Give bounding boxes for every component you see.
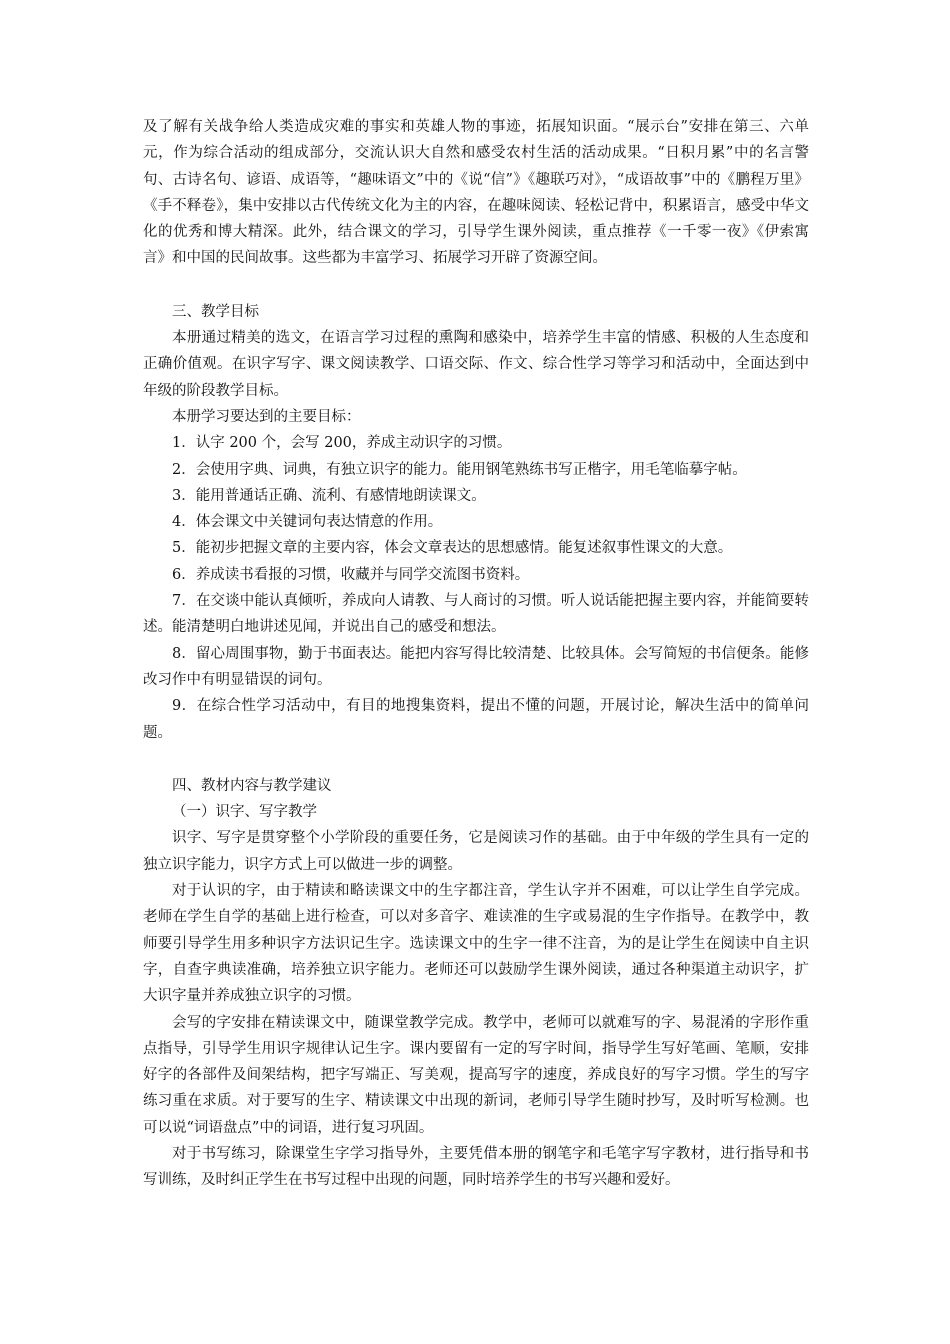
section-3-paragraph-1: 本册通过精美的选文，在语言学习过程的熏陶和感染中，培养学生丰富的情感、积极的人生态度和正确价值观。在识字写字、课文阅读教学、口语交际、作文、综合性学习等学习和活动中，全面达到中年级的阶段教学目标。 <box>143 330 809 399</box>
intro-paragraph: 及了解有关战争给人类造成灾难的事实和英雄人物的事迹，拓展知识面。“展示台”安排在第三、六单元，作为综合活动的组成部分，交流认识大自然和感受农村生活的活动成果。“日积月累”中的名言警句、古诗名句、谚语、成语等，“趣味语文”中的《说“信”》《趣联巧对》，“成语故事”中的《鹏程万里》《手不释卷》，集中安排以古代传统文化为主的内容，在趣味阅读、轻松记背中，积累语言，感受中华文化的优秀和博大精深。此外，结合课文的学习，引导学生课外阅读，重点推荐《一千零一夜》《伊索寓言》和中国的民间故事。这些都为丰富学习、拓展学习开辟了资源空间。 <box>143 119 809 267</box>
section-4-paragraph-2: 对于认识的字，由于精读和略读课文中的生字都注音，学生认字并不困难，可以让学生自学完成。老师在学生自学的基础上进行检查，可以对多音字、难读准的生字或易混的生字作指导。在教学中，教师要引导学生用多种识字方法识记生字。选读课文中的生字一律不注音，为的是让学生在阅读中自主识字，自查字典读准确，培养独立识字能力。老师还可以鼓励学生课外阅读，通过各种渠道主动识字，扩大识字量并养成独立识字的习惯。 <box>143 883 809 1005</box>
section-4-heading: 四、教材内容与教学建议 <box>172 777 332 794</box>
section-3-heading: 三、教学目标 <box>172 303 259 320</box>
section-4-paragraph-3: 会写的字安排在精读课文中，随课堂教学完成。教学中，老师可以就难写的字、易混淆的字形作重点指导，引导学生用识字规律认记生字。课内要留有一定的写字时间，指导学生写好笔画、笔顺，安排好字的各部件及间架结构，把字写端正、写美观，提高写字的速度，养成良好的写字习惯。学生的写字练习重在求质。对于要写的生字、精读课文中出现的新词，老师引导学生随时抄写，及时听写检测。也可以说“词语盘点”中的词语，进行复习巩固。 <box>143 1014 809 1136</box>
goal-item-6: 6．养成读书看报的习惯，收藏并与同学交流图书资料。 <box>172 566 530 583</box>
section-4-paragraph-4: 对于书写练习，除课堂生字学习指导外，主要凭借本册的钢笔字和毛笔字写字教材，进行指导和书写训练，及时纠正学生在书写过程中出现的问题，同时培养学生的书写兴趣和爱好。 <box>143 1145 809 1189</box>
document-page <box>143 114 809 1194</box>
spacer <box>143 746 809 773</box>
section-3-paragraph-2: 本册学习要达到的主要目标： <box>172 408 361 425</box>
goal-item-5: 5．能初步把握文章的主要内容，体会文章表达的思想感情。能复述叙事性课文的大意。 <box>172 540 733 557</box>
goal-item-1: 1．认字 200 个，会写 200，养成主动识字的习惯。 <box>172 435 512 452</box>
goal-item-8: 8．留心周围事物，勤于书面表达。能把内容写得比较清楚、比较具体。会写简短的书信便条。能修改习作中有明显错误的词句。 <box>143 645 809 688</box>
section-4-subheading: （一）识字、写字教学 <box>172 804 317 821</box>
goal-item-2: 2．会使用字典、词典，有独立识字的能力。能用钢笔熟练书写正楷字，用毛笔临摹字帖。 <box>172 461 747 478</box>
goal-item-4: 4．体会课文中关键词句表达情意的作用。 <box>172 514 443 531</box>
goal-item-7: 7．在交谈中能认真倾听，养成向人请教、与人商讨的习惯。听人说话能把握主要内容，并能简要转述。能清楚明白地讲述见闻，并说出自己的感受和想法。 <box>143 593 809 636</box>
section-4-paragraph-1: 识字、写字是贯穿整个小学阶段的重要任务，它是阅读习作的基础。由于中年级的学生具有一定的独立识字能力，识字方式上可以做进一步的调整。 <box>143 830 809 873</box>
goal-item-9: 9．在综合性学习活动中，有目的地搜集资料，提出不懂的问题，开展讨论，解决生活中的简单问题。 <box>143 698 809 741</box>
goal-item-3: 3．能用普通话正确、流利、有感情地朗读课文。 <box>172 487 486 504</box>
spacer <box>143 272 809 299</box>
